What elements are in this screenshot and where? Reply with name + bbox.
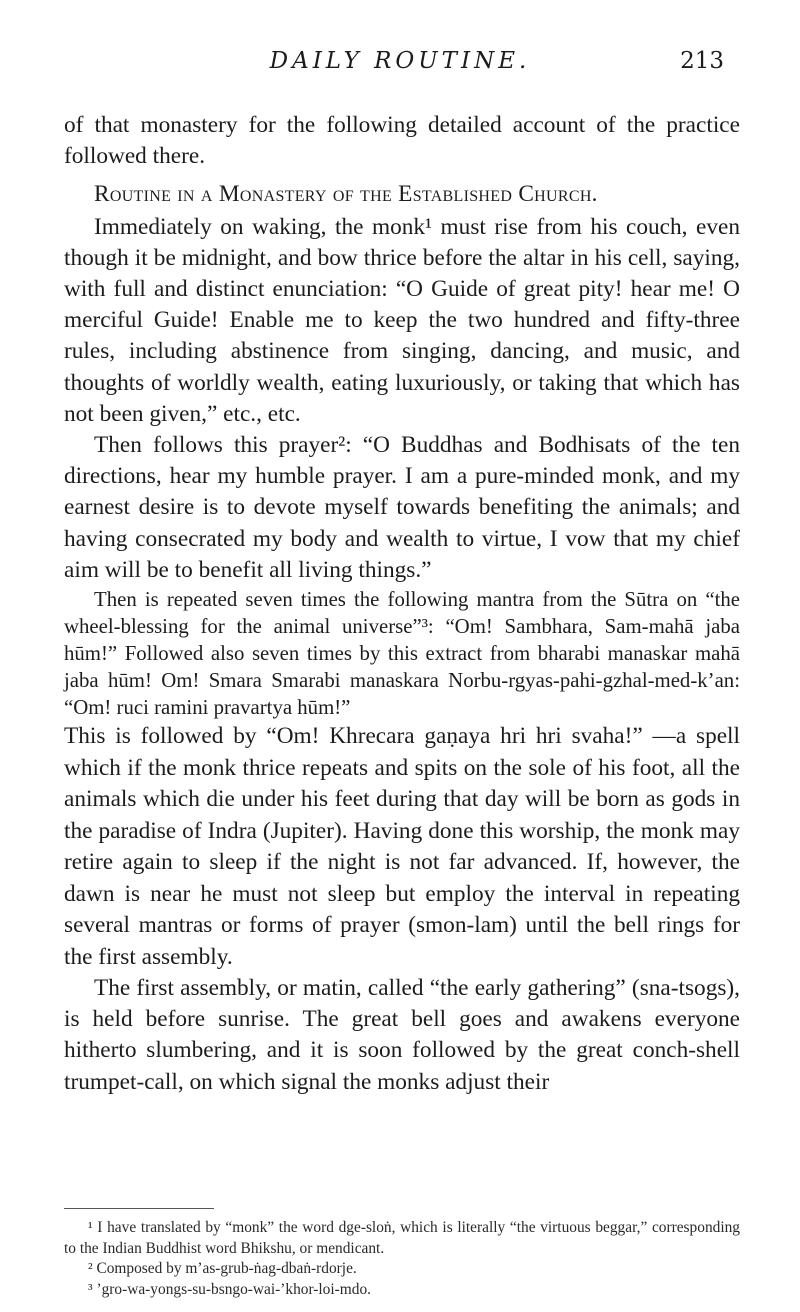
section-heading: Routine in a Monastery of the Established Church.	[94, 181, 598, 208]
page-number: 213	[680, 48, 724, 74]
footnote-2: ² Composed by m’as-grub-ṅag-dbaṅ-rdorje.	[88, 1260, 357, 1277]
paragraph-mantra: Then is repeated seven times the following mantra from the Sūtra on “the wheel-blessing for the animal universe”³: “Om! Sambhara, Sam-mahā jaba hūm!” Followed also seven times by this extract from bharabi manaskar mahā jaba hūm! Om! Smara Smarabi manaskara Norbu-rgyas-pahi-gzhal-med-k’an: “Om! ruci ramini pravartya hūm!”	[64, 588, 740, 720]
running-head: DAILY ROUTINE.	[269, 48, 531, 74]
paragraph-first-assembly: The first assembly, or matin, called “the early gathering” (sna-tsogs), is held before sunrise. The great bell goes and awakens everyone hitherto slumbering, and it is soon followed by the great conch-shell trumpet-call, on which signal the monks adjust their	[64, 975, 740, 1095]
footnote-rule	[64, 1208, 214, 1209]
paragraph-waking: Immediately on waking, the monk¹ must rise from his couch, even though it be midnight, and bow thrice before the altar in his cell, saying, with full and distinct enunciation: “O Guide of great pity! hear me! O merciful Guide! Enable me to keep the two hundred and fifty-three rules, including abstinence from singing, dancing, and music, and thoughts of worldly wealth, eating luxuriously, or taking that which has not been given,” etc., etc.	[64, 213, 740, 427]
paragraph-continuation: of that monastery for the following detailed account of the practice followed there.	[64, 112, 740, 170]
paragraph-prayer: Then follows this prayer²: “O Buddhas and Bodhisats of the ten directions, hear my humble prayer. I am a pure-minded monk, and my earnest desire is to devote myself towards benefiting the animals; and having consecrated my body and wealth to virtue, I vow that my chief aim will be to benefit all living things.”	[64, 432, 740, 583]
footnote-1: ¹ I have translated by “monk” the word dge-sloṅ, which is literally “the virtuous beggar,” corresponding to the Indian Buddhist word Bhikshu, or mendicant.	[64, 1219, 740, 1257]
body-text	[64, 110, 740, 1098]
paragraph-spell: This is followed by “Om! Khrecara gaṇaya hri hri svaha!” —a spell which if the monk thrice repeats and spits on the sole of his foot, all the animals which die under his feet during that day will be born as gods in the paradise of Indra (Jupiter). Having done this worship, the monk may retire again to sleep if the night is not far advanced. If, however, the dawn is near he must not sleep but employ the interval in repeating several mantras or forms of prayer (smon-lam) until the bell rings for the first assembly.	[64, 723, 740, 970]
footnotes	[64, 1218, 740, 1300]
page-header	[0, 48, 800, 88]
footnote-3: ³ ’gro-wa-yongs-su-bsngo-wai-’khor-loi-mdo.	[88, 1280, 371, 1298]
